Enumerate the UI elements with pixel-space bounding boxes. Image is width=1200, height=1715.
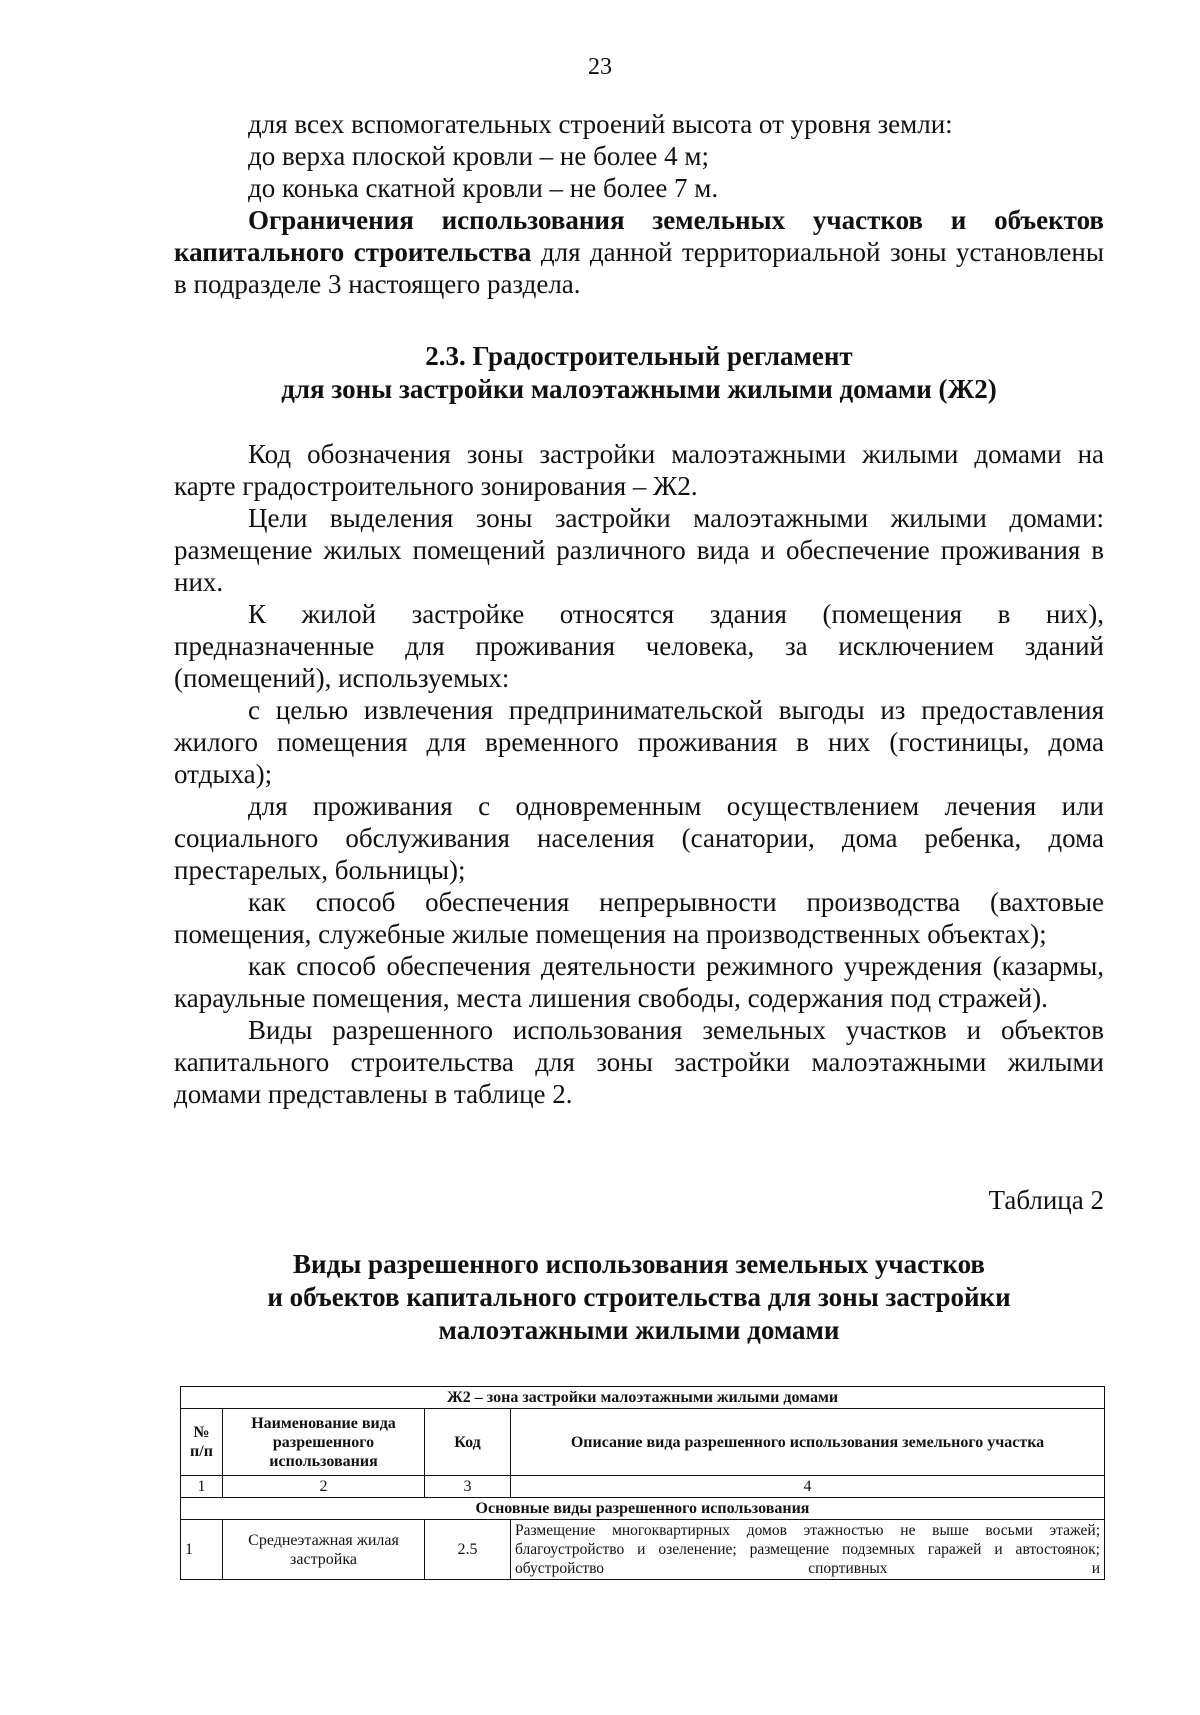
body-block	[174, 438, 1104, 1110]
header-cell-name: Наименование вида разрешенного использования	[223, 1409, 425, 1476]
column-numbers-row	[181, 1476, 1105, 1498]
table-row	[181, 1520, 1105, 1580]
section-main-cell: Основные виды разрешенного использования	[181, 1498, 1105, 1520]
page-number: 23	[588, 54, 612, 80]
table-header-row	[181, 1409, 1105, 1476]
body-paragraph: как способ обеспечения непрерывности производства (вахтовые помещения, служебные жилые помещения на производственных объектах);	[174, 887, 1104, 949]
section-heading-line: для зоны застройки малоэтажными жилыми домами (Ж2)	[281, 374, 997, 404]
table-section-row	[181, 1498, 1105, 1520]
body-paragraph: для проживания с одновременным осуществлением лечения или социального обслуживания населения (санатории, дома ребенка, дома престарелых, больницы);	[174, 791, 1104, 885]
zone-header-cell: Ж2 – зона застройки малоэтажными жилыми домами	[181, 1387, 1105, 1409]
row-num-cell: 1	[181, 1520, 223, 1580]
row-code-cell: 2.5	[425, 1520, 511, 1580]
table-title	[174, 1248, 1104, 1347]
intro-line: до конька скатной кровли – не более 7 м.	[248, 173, 719, 203]
column-number-cell: 3	[425, 1476, 511, 1498]
land-use-table	[180, 1386, 1105, 1580]
column-number-cell: 4	[511, 1476, 1105, 1498]
body-paragraph: с целью извлечения предпринимательской выгоды из предоставления жилого помещения для временного проживания в них (гостиницы, дома отдыха);	[174, 695, 1104, 789]
body-paragraph: К жилой застройке относятся здания (помещения в них), предназначенные для проживания человека, за исключением зданий (помещений), используемых:	[174, 599, 1104, 693]
row-description-cell: Размещение многоквартирных домов этажностью не выше восьми этажей; благоустройство и озеленение; размещение подземных гаражей и автостоянок; обустройство спортивных и	[511, 1520, 1105, 1580]
table-title-line: и объектов капитального строительства для зоны застройки	[267, 1282, 1011, 1312]
restrictions-paragraph	[174, 204, 1104, 300]
header-cell-code: Код	[425, 1409, 511, 1476]
intro-block	[174, 108, 1104, 300]
section-heading	[174, 340, 1104, 406]
intro-line: до верха плоской кровли – не более 4 м;	[248, 141, 709, 171]
row-name-cell: Среднеэтажная жилая застройка	[223, 1520, 425, 1580]
table-zone-header-row	[181, 1387, 1105, 1409]
header-cell-num: № п/п	[181, 1409, 223, 1476]
column-number-cell: 2	[223, 1476, 425, 1498]
body-paragraph: Код обозначения зоны застройки малоэтажными жилыми домами на карте градостроительного зонирования – Ж2.	[174, 439, 1104, 501]
table-title-line: малоэтажными жилыми домами	[438, 1315, 840, 1345]
body-paragraph: как способ обеспечения деятельности режимного учреждения (казармы, караульные помещения, места лишения свободы, содержания под стражей).	[174, 951, 1104, 1013]
restrictions-bold: Ограничения использования земельных участков и объектов капитального строительства	[174, 205, 1104, 267]
header-cell-description: Описание вида разрешенного использования земельного участка	[511, 1409, 1105, 1476]
section-heading-line: 2.3. Градостроительный регламент	[425, 341, 853, 371]
restrictions-normal: для данной территориальной зоны установлены в подразделе 3 настоящего раздела.	[174, 237, 1104, 299]
body-paragraph: Цели выделения зоны застройки малоэтажными жилыми домами: размещение жилых помещений различного вида и обеспечение проживания в них.	[174, 503, 1104, 597]
table-title-line: Виды разрешенного использования земельных участков	[293, 1249, 985, 1279]
column-number-cell: 1	[181, 1476, 223, 1498]
intro-line: для всех вспомогательных строений высота от уровня земли:	[248, 109, 953, 139]
table-caption: Таблица 2	[988, 1185, 1104, 1215]
body-paragraph: Виды разрешенного использования земельных участков и объектов капитального строительства для зоны застройки малоэтажными жилыми домами представлены в таблице 2.	[174, 1015, 1104, 1109]
